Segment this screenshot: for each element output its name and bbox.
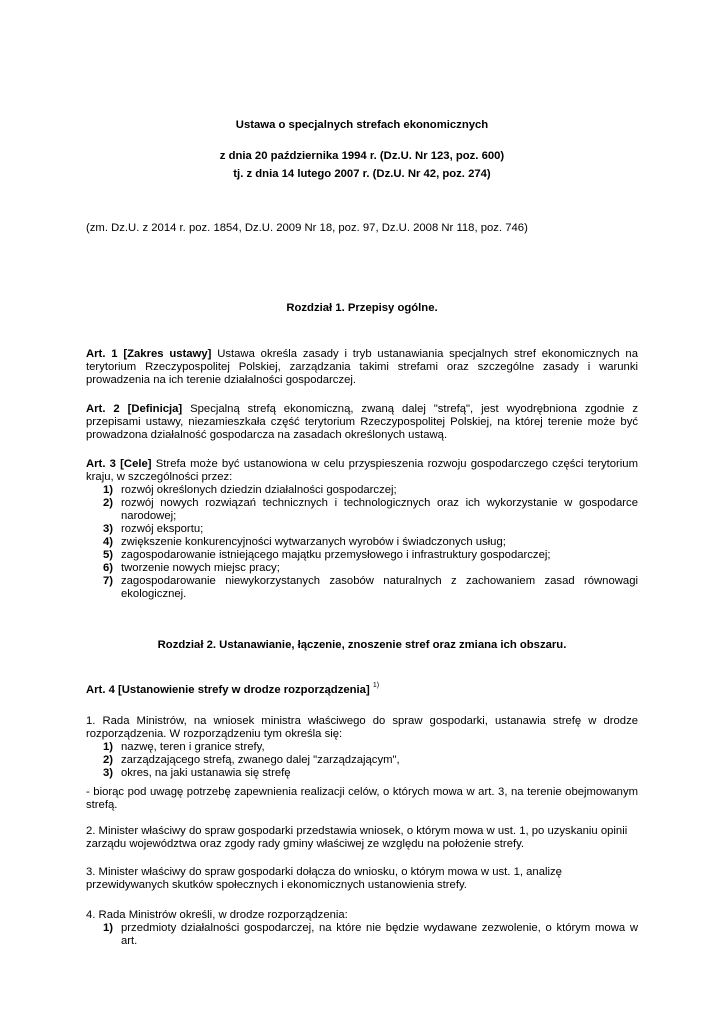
date-line: z dnia 20 października 1994 r. (Dz.U. Nr 123, poz. 600) bbox=[219, 150, 505, 162]
list-item: 1) nazwę, teren i granice strefy, bbox=[103, 741, 265, 753]
article-3-text: Strefa może być ustanowiona w celu przyspieszenia rozwoju gospodarczego części terytorium kraju, w szczególności przez: bbox=[86, 458, 638, 483]
list-item: 2) rozwój nowych rozwiązań technicznych i technologicznych oraz ich wykorzystanie w gospodarce narodowej; bbox=[103, 497, 638, 522]
article-1-text: Ustawa określa zasady i tryb ustanawiania specjalnych stref ekonomicznych na terytorium Rzeczypospolitej Polskiej, zarządzania takimi strefami oraz szczególne zasady i warunki prowadzenia na ich terenie działalności gospodarczej. bbox=[86, 348, 638, 386]
article-4-paragraph-3: 3. Minister właściwy do spraw gospodarki dołącza do wniosku, o którym mowa w ust. 1, analizę przewidywanych skutków społecznych i ekonomicznych ustanowienia strefy. bbox=[86, 866, 562, 891]
list-item: 3) okres, na jaki ustanawia się strefę bbox=[103, 767, 291, 779]
article-4-paragraph-4 bbox=[86, 909, 638, 948]
list-item: 1) rozwój określonych dziedzin działalności gospodarczej; bbox=[103, 484, 397, 496]
article-1-label: Art. 1 [Zakres ustawy] bbox=[86, 348, 212, 360]
article-4-paragraph-2: 2. Minister właściwy do spraw gospodarki przedstawia wniosek, o którym mowa w ust. 1, po uzyskaniu opinii zarządu województwa oraz zgody rady gminy właściwej ze względu na położenie strefy. bbox=[86, 825, 628, 850]
article-4-p1-list bbox=[86, 741, 638, 780]
list-item: 3) rozwój eksportu; bbox=[103, 523, 204, 535]
list-item: 4) zwiększenie konkurencyjności wytwarzanych wyrobów i świadczonych usług; bbox=[103, 536, 506, 548]
article-2-label: Art. 2 [Definicja] bbox=[86, 403, 183, 415]
article-1 bbox=[86, 348, 638, 387]
footnote-ref: 1) bbox=[372, 682, 380, 689]
document-title: Ustawa o specjalnych strefach ekonomicznych bbox=[235, 119, 489, 131]
article-4-label: Art. 4 [Ustanowienie strefy w drodze rozporządzenia] bbox=[86, 684, 370, 696]
paragraph-tail: - biorąc pod uwagę potrzebę zapewnienia realizacji celów, o których mowa w art. 3, na terenie obejmowanym strefą. bbox=[86, 786, 638, 811]
article-3-list bbox=[86, 484, 638, 601]
article-4-p4-list bbox=[86, 922, 638, 948]
paragraph-text: 4. Rada Ministrów określi, w drodze rozporządzenia: bbox=[86, 909, 348, 921]
article-4-paragraph-1 bbox=[86, 715, 638, 812]
list-item: 2) zarządzającego strefą, zwanego dalej "zarządzającym", bbox=[103, 754, 400, 766]
list-item: 1) przedmioty działalności gospodarczej, na które nie będzie wydawane zezwolenie, o którym mowa w art. bbox=[103, 922, 638, 947]
list-item: 5) zagospodarowanie istniejącego majątku przemysłowego i infrastruktury gospodarczej; bbox=[103, 549, 551, 561]
list-item: 7) zagospodarowanie niewykorzystanych zasobów naturalnych z zachowaniem zasad równowagi ekologicznej. bbox=[103, 575, 638, 600]
article-3-label: Art. 3 [Cele] bbox=[86, 458, 152, 470]
article-4-heading bbox=[86, 684, 379, 697]
chapter-2-title: Rozdział 2. Ustanawianie, łączenie, znoszenie stref oraz zmiana ich obszaru. bbox=[157, 639, 567, 651]
chapter-1-title: Rozdział 1. Przepisy ogólne. bbox=[286, 302, 438, 314]
article-2 bbox=[86, 403, 638, 442]
tj-line: tj. z dnia 14 lutego 2007 r. (Dz.U. Nr 42, poz. 274) bbox=[233, 168, 491, 180]
article-3 bbox=[86, 458, 638, 601]
amendments-line: (zm. Dz.U. z 2014 r. poz. 1854, Dz.U. 2009 Nr 18, poz. 97, Dz.U. 2008 Nr 118, poz. 746) bbox=[86, 222, 528, 234]
list-item: 6) tworzenie nowych miejsc pracy; bbox=[103, 562, 280, 574]
paragraph-text: 1. Rada Ministrów, na wniosek ministra właściwego do spraw gospodarki, ustanawia strefę w drodze rozporządzenia. W rozporządzeniu tym określa się: bbox=[86, 715, 638, 740]
article-2-text: Specjalną strefą ekonomiczną, zwaną dalej "strefą", jest wyodrębniona zgodnie z przepisami ustawy, niezamieszkała część terytorium Rzeczypospolitej Polskiej, na której terenie może być prowadzona działalność gospodarcza na zasadach określonych ustawą. bbox=[86, 403, 638, 441]
